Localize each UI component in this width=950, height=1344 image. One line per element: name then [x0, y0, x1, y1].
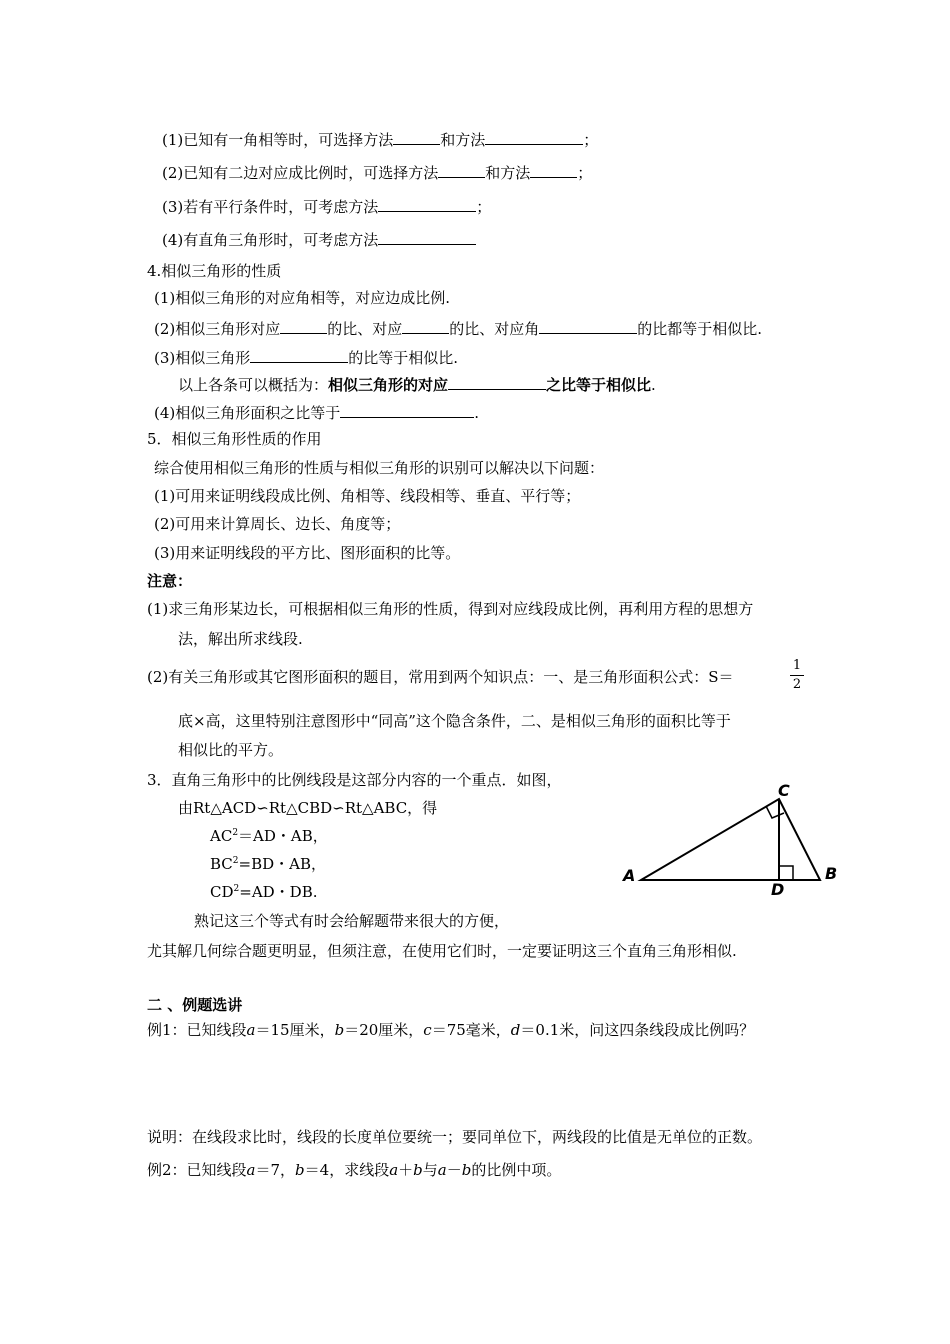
- method-2-end: ；: [577, 164, 593, 182]
- label-b: B: [825, 864, 838, 883]
- blank: [448, 373, 546, 390]
- summary-b: 相似三角形的对应: [328, 376, 449, 394]
- ex1-var-d: d: [510, 1021, 521, 1039]
- ex1-c: ＝20厘米，: [344, 1021, 424, 1039]
- property-3: [154, 346, 458, 368]
- eq2-exp: 2: [232, 856, 239, 866]
- ex2-var-b: b: [295, 1161, 305, 1179]
- remark-line-1: 熟记这三个等式有时会给解题带来很大的方便，: [194, 912, 510, 930]
- label-a: A: [623, 866, 636, 885]
- property-1: (1)相似三角形的对应角相等，对应边成比例.: [154, 289, 451, 307]
- use-1: (1)可用来证明线段成比例、角相等、线段相等、垂直、平行等；: [154, 487, 581, 505]
- notes-label: 注意：: [147, 572, 193, 590]
- blank: [485, 128, 583, 145]
- ex2-var-b2: b: [413, 1161, 423, 1179]
- note-2-line-3: 相似比的平方。: [178, 741, 284, 759]
- example-2: [147, 1160, 561, 1180]
- ex1-d: ＝75毫米，: [431, 1021, 511, 1039]
- right-angle-mark-c: [766, 806, 784, 818]
- method-3-text: (3)若有平行条件时，可考虑方法: [162, 198, 379, 216]
- equation-cd: [210, 882, 318, 902]
- right-triangle-figure: [615, 778, 850, 898]
- ex2-b: ＝7，: [255, 1161, 296, 1179]
- blank: [530, 161, 577, 178]
- eq1-exp: 2: [232, 828, 239, 838]
- blank: [250, 346, 348, 363]
- section-3-title: 3．直角三角形中的比例线段是这部分内容的一个重点．如图，: [147, 771, 562, 789]
- note-1-line-2: 法，解出所求线段.: [178, 630, 303, 648]
- method-3-end: ；: [476, 198, 492, 216]
- blank: [280, 317, 327, 334]
- summary-line: [178, 373, 656, 395]
- ex2-d: ＋: [398, 1161, 414, 1179]
- method-4-text: (4)有直角三角形时，可考虑方法: [162, 231, 379, 249]
- property-4-b: .: [474, 404, 480, 422]
- method-line-1: [162, 128, 598, 150]
- eq2-lhs: BC: [210, 855, 233, 873]
- ex1-var-c: c: [423, 1021, 432, 1039]
- eq3-lhs: CD: [210, 883, 234, 901]
- property-3-a: (3)相似三角形: [154, 349, 251, 367]
- ex1-a: 例1：已知线段: [147, 1021, 247, 1039]
- summary-c: 之比等于相似比: [546, 376, 652, 394]
- property-2-b: 的比、对应: [327, 320, 403, 338]
- fraction-bar: [790, 675, 804, 676]
- property-4-a: (4)相似三角形面积之比等于: [154, 404, 341, 422]
- summary-a: 以上各条可以概括为：: [178, 376, 329, 394]
- use-3: (3)用来证明线段的平方比、图形面积的比等。: [154, 544, 461, 562]
- section-5-title: 5．相似三角形性质的作用: [147, 430, 322, 448]
- section-3-given: 由Rt△ACD∽Rt△CBD∽Rt△ABC，得: [178, 799, 438, 817]
- method-line-3: [162, 195, 491, 217]
- property-2: [154, 317, 762, 339]
- ex2-c: ＝4，求线段: [304, 1161, 390, 1179]
- eq2-rhs: =BD・AB，: [238, 855, 326, 873]
- fraction-numerator: 1: [792, 658, 802, 673]
- eq1-lhs: AC: [210, 827, 233, 845]
- eq1-rhs: ＝AD・AB，: [238, 827, 328, 845]
- section-4-title: 4.相似三角形的性质: [147, 262, 282, 280]
- ex1-var-b: b: [334, 1021, 345, 1039]
- blank: [402, 317, 449, 334]
- example-note: 说明：在线段求比时，线段的长度单位要统一；要同单位下，两线段的比值是无单位的正数。: [147, 1128, 763, 1146]
- remark-line-2: 尤其解几何综合题更明显，但须注意，在使用它们时，一定要证明这三个直角三角形相似.: [147, 942, 737, 960]
- note-2-line-2: 底×高，这里特别注意图形中“同高”这个隐含条件，二、是相似三角形的面积比等于: [178, 712, 731, 730]
- blank: [340, 401, 474, 418]
- ex2-a: 例2：已知线段: [147, 1161, 247, 1179]
- ex1-var-a: a: [246, 1021, 256, 1039]
- label-d: D: [771, 880, 785, 898]
- note-1-line-1: (1)求三角形某边长，可根据相似三角形的性质，得到对应线段成比例，再利用方程的思想方: [147, 600, 754, 618]
- equation-ac: [210, 826, 328, 846]
- ex2-e: 与: [422, 1161, 438, 1179]
- equation-bc: [210, 854, 326, 874]
- fraction-one-half: [790, 658, 804, 693]
- property-4: [154, 401, 479, 423]
- examples-heading: 二 、例题选讲: [147, 996, 243, 1014]
- note-2-line-1: (2)有关三角形或其它图形面积的题目，常用到两个知识点：一、是三角形面积公式：S＝: [147, 668, 734, 686]
- method-1-mid: 和方法: [440, 131, 486, 149]
- ex1-b: ＝15厘米，: [255, 1021, 335, 1039]
- summary-d: .: [651, 376, 656, 394]
- ex2-var-a: a: [246, 1161, 256, 1179]
- property-2-c: 的比、对应角: [449, 320, 540, 338]
- blank: [438, 161, 485, 178]
- eq3-exp: 2: [233, 884, 240, 894]
- section-5-intro: 综合使用相似三角形的性质与相似三角形的识别可以解决以下问题：: [154, 459, 605, 477]
- method-line-4: [162, 228, 476, 250]
- ex2-var-a2: a: [389, 1161, 399, 1179]
- property-2-d: 的比都等于相似比.: [637, 320, 763, 338]
- right-angle-mark-d: [779, 866, 793, 880]
- method-1-text: (1)已知有一角相等时，可选择方法: [162, 131, 394, 149]
- property-2-a: (2)相似三角形对应: [154, 320, 281, 338]
- ex2-g: 的比例中项。: [471, 1161, 562, 1179]
- method-line-2: [162, 161, 592, 183]
- blank: [378, 195, 476, 212]
- blank: [539, 317, 637, 334]
- blank: [393, 128, 440, 145]
- method-2-text: (2)已知有二边对应成比例时，可选择方法: [162, 164, 439, 182]
- blank: [378, 228, 476, 245]
- ex2-var-a3: a: [437, 1161, 447, 1179]
- use-2: (2)可用来计算周长、边长、角度等；: [154, 515, 401, 533]
- ex2-var-b3: b: [461, 1161, 472, 1179]
- property-3-b: 的比等于相似比.: [348, 349, 459, 367]
- example-1: [147, 1020, 754, 1040]
- ex2-f: －: [446, 1161, 462, 1179]
- fraction-denominator: 2: [792, 677, 802, 692]
- label-c: C: [778, 781, 790, 800]
- ex1-e: ＝0.1米，问这四条线段成比例吗？: [520, 1021, 755, 1039]
- method-2-mid: 和方法: [485, 164, 531, 182]
- eq3-rhs: =AD・DB.: [239, 883, 318, 901]
- method-1-end: ；: [583, 131, 599, 149]
